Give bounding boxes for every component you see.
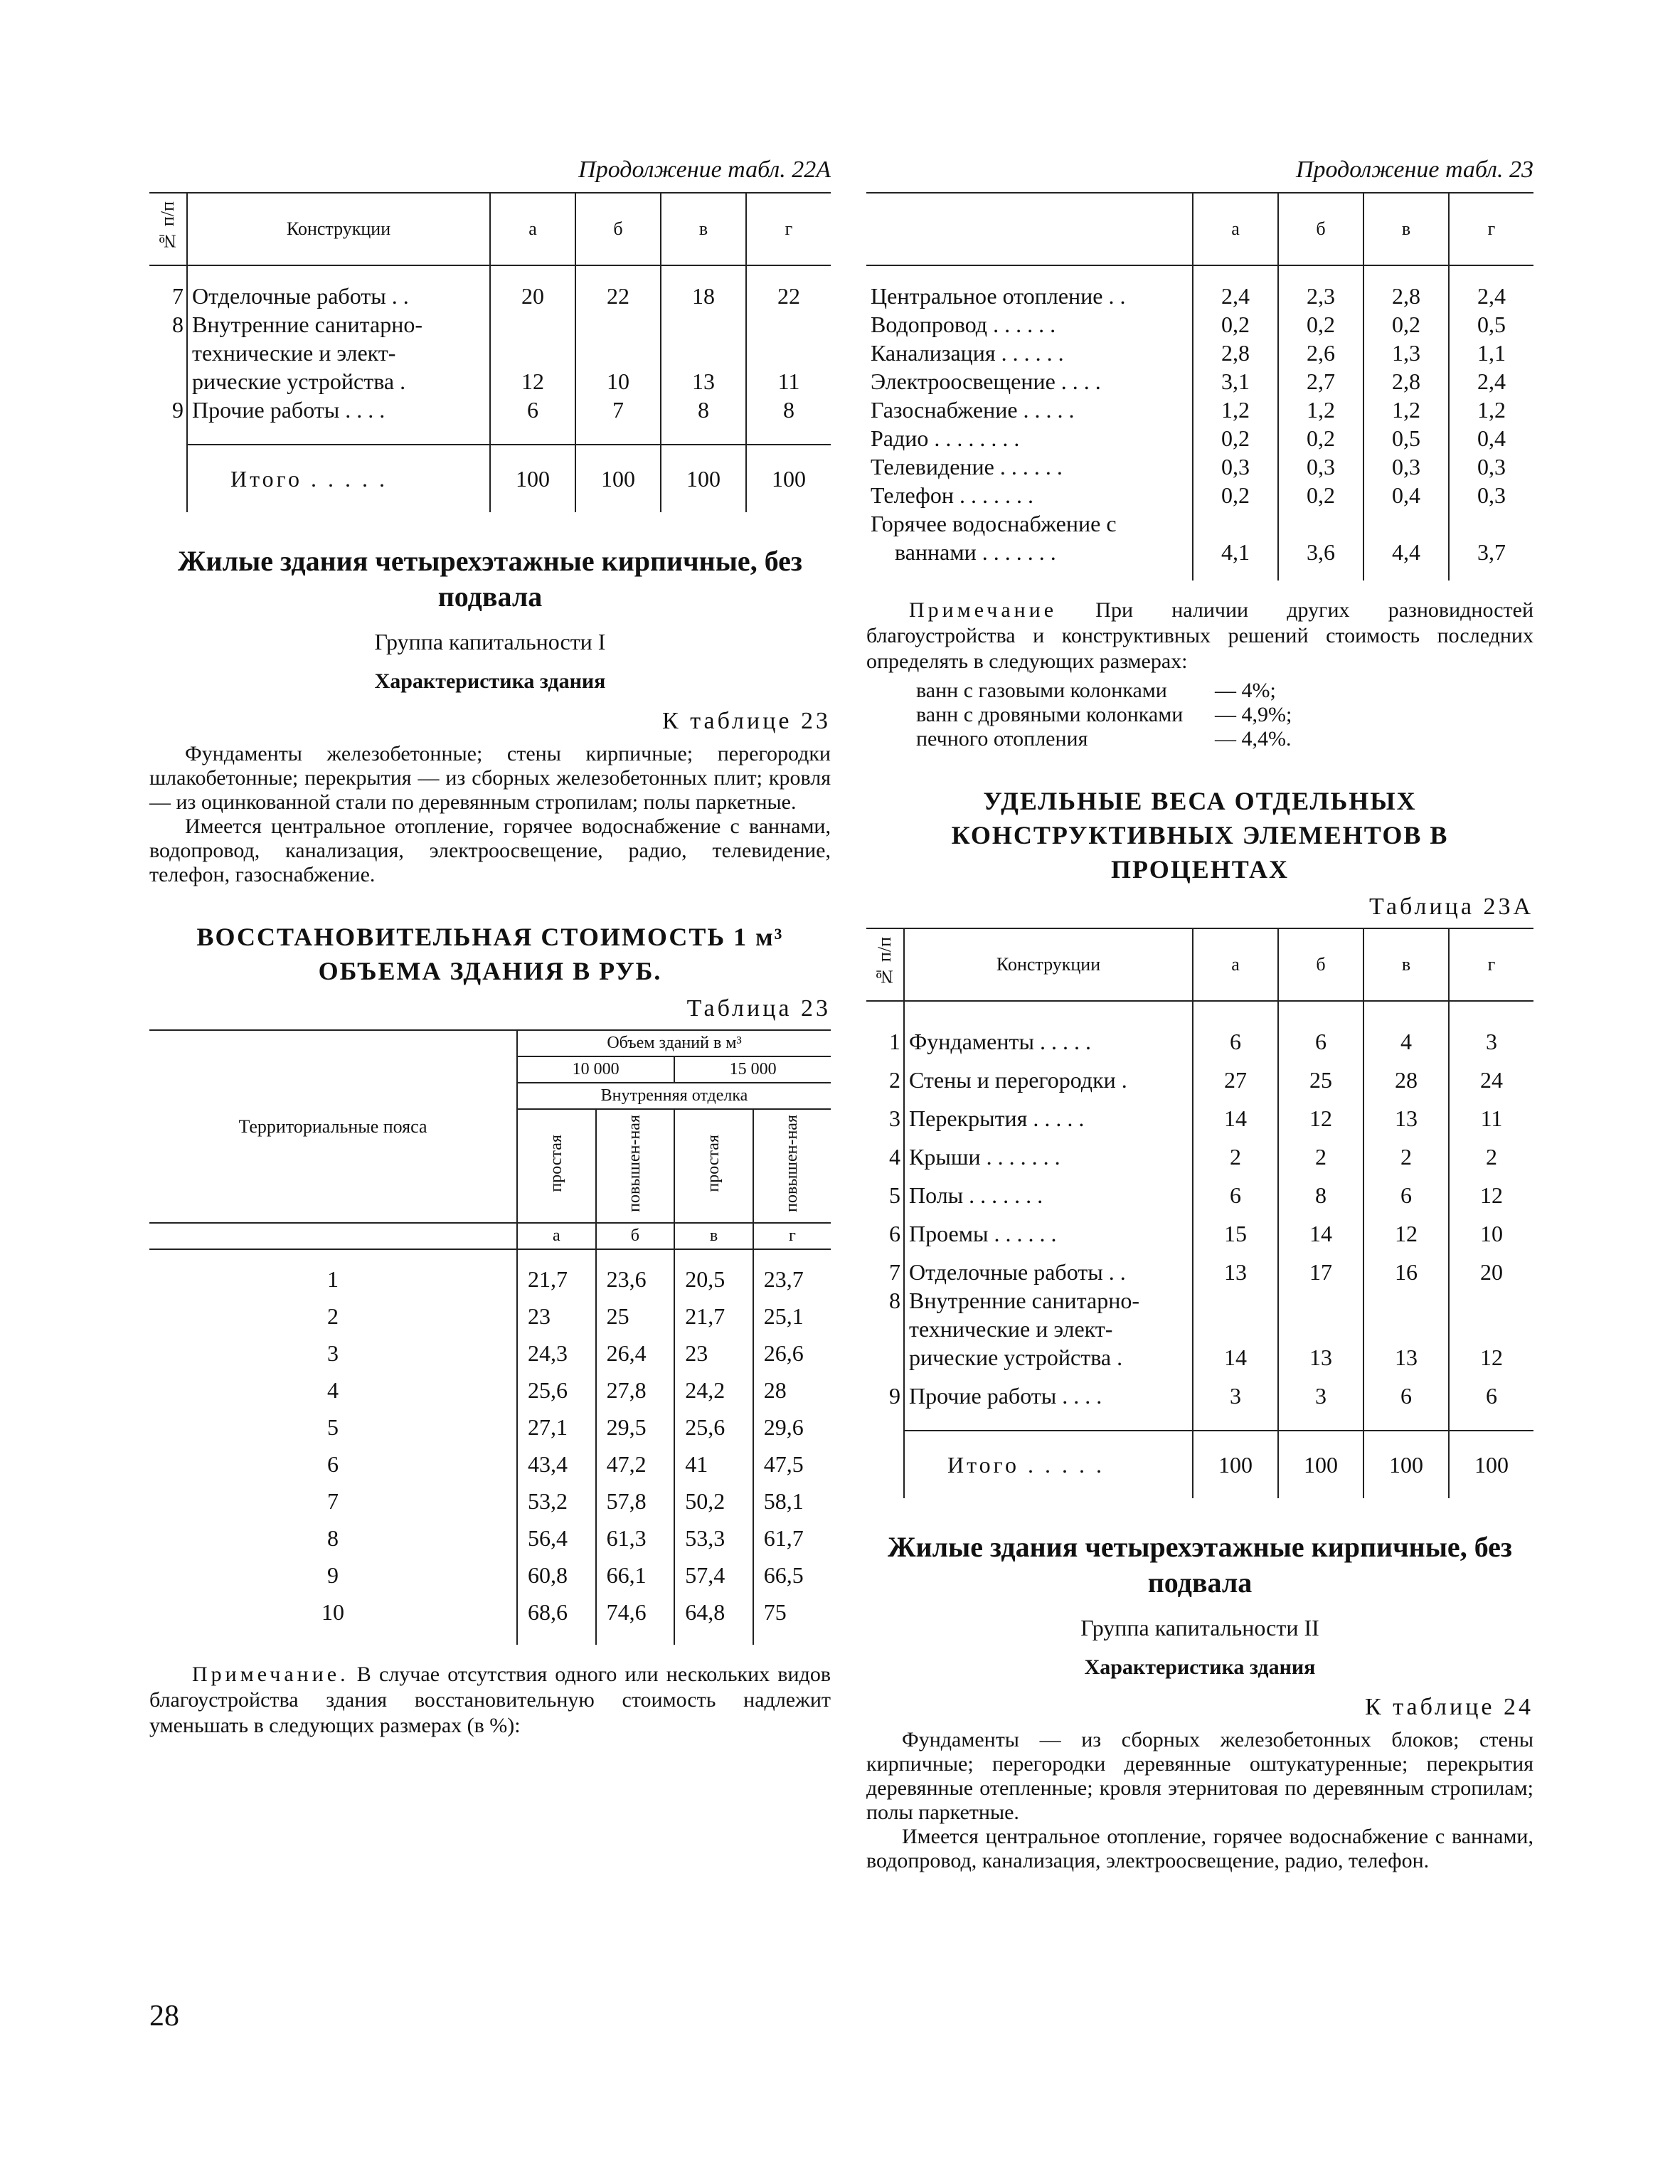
right-column [866, 157, 1533, 1873]
table-row: рические устройства . 14 13 13 12 [866, 1343, 1533, 1372]
table-row: Водопровод . . . . . . 0,2 0,2 0,2 0,5 [866, 310, 1533, 339]
table-23-continued [866, 192, 1533, 581]
column-header-a: а [517, 1223, 596, 1249]
column-header-constructions: Конструкции [187, 193, 490, 265]
column-header-g: г [746, 193, 831, 265]
column-header-g: г [1449, 193, 1533, 265]
column-header-zones: Территориальные пояса [149, 1030, 517, 1223]
column-header-improved: повышен-ная [782, 1115, 802, 1212]
table-row: 3 24,3 26,4 23 26,6 [149, 1335, 831, 1372]
table-22a [149, 192, 831, 512]
column-header-b: б [1278, 193, 1363, 265]
note-label: Примечание [909, 598, 1058, 622]
column-header-a: а [1193, 193, 1278, 265]
left-column [149, 157, 831, 1739]
list-item: ванн с дровяными колонками — 4,9%; [916, 703, 1292, 726]
building-characteristics-heading: Характеристика здания [374, 669, 606, 693]
capital-group-label: Группа капитальности I [374, 629, 606, 654]
table-reference: К таблице 24 [1365, 1694, 1533, 1720]
table-row: 2 23 25 21,7 25,1 [149, 1298, 831, 1335]
table-row: ваннами . . . . . . . 4,1 3,6 4,4 3,7 [866, 538, 1533, 566]
section-heading-group-2: Жилые здания четырехэтажные кирпичные, без подвала [888, 1531, 1512, 1599]
column-header-constructions: Конструкции [904, 928, 1193, 1001]
note-paragraph [866, 598, 1533, 674]
table-row: 8 56,4 61,3 53,3 61,7 [149, 1520, 831, 1557]
list-item: ванн с газовыми колонками — 4%; [916, 679, 1276, 702]
column-header-a: а [1193, 928, 1278, 1001]
note-label: Примечание. [192, 1663, 349, 1686]
table-23a-caption: Таблица 23А [1369, 894, 1533, 920]
column-header-b: б [596, 1223, 675, 1249]
table-total-row: Итого . . . . . 100 100 100 100 [149, 445, 831, 512]
table-row: Телевидение . . . . . . 0,3 0,3 0,3 0,3 [866, 452, 1533, 481]
column-header-v: в [661, 193, 746, 265]
table-row: 8 Внутренние санитарно- [149, 310, 831, 339]
table-23-caption: Таблица 23 [686, 995, 831, 1022]
table-row: технические и элект- [149, 339, 831, 367]
note-paragraph [149, 1662, 831, 1739]
section-heading-group-1: Жилые здания четырехэтажные кирпичные, без подвала [178, 545, 802, 613]
table-row: 4 25,6 27,8 24,2 28 [149, 1372, 831, 1409]
table-row: 7 53,2 57,8 50,2 58,1 [149, 1483, 831, 1520]
table-23 [149, 1029, 831, 1645]
table-row: 6 Проемы . . . . . . 15 14 12 10 [866, 1209, 1533, 1248]
table-row: 9 60,8 66,1 57,4 66,5 [149, 1557, 831, 1594]
table-total-row: Итого . . . . . 100 100 100 100 [866, 1431, 1533, 1498]
table-row: Газоснабжение . . . . . 1,2 1,2 1,2 1,2 [866, 396, 1533, 424]
table-row: Радио . . . . . . . . 0,2 0,2 0,5 0,4 [866, 424, 1533, 452]
table-row: 1 21,7 23,6 20,5 23,7 [149, 1261, 831, 1298]
column-header-b: б [575, 193, 661, 265]
paragraph: Имеется центральное отопление, горячее водоснабжение с ваннами, водопровод, канализация, электроосвещение, радио, телефон. [866, 1825, 1533, 1872]
table-row: Электроосвещение . . . . 3,1 2,7 2,8 2,4 [866, 367, 1533, 396]
paragraph: Фундаменты — из сборных железобетонных блоков; стены кирпичные; перегородки деревянные оштукатуренные; перекрытия деревянные отепленные; кровля этернитовая по деревянным стропилам; полы паркетные. [866, 1728, 1533, 1824]
column-header-v: в [1363, 193, 1449, 265]
paragraph: Имеется центральное отопление, горячее водоснабжение с ваннами, водопровод, канализация, электроосвещение, радио, телевидение, телефон, газоснабжение. [149, 815, 831, 886]
column-header-v: в [1363, 928, 1449, 1001]
table-row: рические устройства . 12 10 13 11 [149, 367, 831, 396]
section-heading-cost: ВОССТАНОВИТЕЛЬНАЯ СТОИМОСТЬ 1 м³ ОБЪЕМА ЗДАНИЯ В РУБ. [196, 923, 784, 985]
column-header-simple: простая [703, 1135, 723, 1192]
list-item: печного отопления — 4,4%. [916, 727, 1292, 751]
table-row: 6 43,4 47,2 41 47,5 [149, 1446, 831, 1483]
table-row: 8 Внутренние санитарно- [866, 1286, 1533, 1315]
note-text: При наличии других разновидностей благоустройства и конструктивных решений стоимость последних определять в следующих размерах: [866, 598, 1533, 673]
column-header-number: № п/п [157, 201, 178, 252]
table-row: 9 Прочие работы . . . . 6 7 8 8 [149, 396, 831, 424]
table-row: 4 Крыши . . . . . . . 2 2 2 2 [866, 1133, 1533, 1171]
table-23a [866, 928, 1533, 1498]
table-22a-continuation-label: Продолжение табл. 22А [578, 157, 831, 183]
column-header-volume-10000: 10 000 [517, 1056, 674, 1083]
table-row: Горячее водоснабжение с [866, 509, 1533, 538]
note-text: В случае отсутствия одного или нескольких видов благоустройства здания восстановительную стоимость надлежит уменьшать в следующих размерах (в %): [149, 1663, 831, 1737]
table-23-continuation-label: Продолжение табл. 23 [1295, 157, 1533, 183]
page-number: 28 [149, 2000, 179, 2032]
column-header-v: в [674, 1223, 753, 1249]
column-header-b: б [1278, 928, 1363, 1001]
paragraph: Фундаменты железобетонные; стены кирпичные; перегородки шлакобетонные; перекрытия — из сборных железобетонных плит; кровля — из оцинкованной стали по деревянным стропилам; полы паркетные. [149, 742, 831, 814]
table-row: 10 68,6 74,6 64,8 75 [149, 1594, 831, 1631]
table-row: 5 Полы . . . . . . . 6 8 6 12 [866, 1171, 1533, 1209]
column-header-simple: простая [546, 1135, 565, 1192]
table-row: 7 Отделочные работы . . 13 17 16 20 [866, 1248, 1533, 1286]
table-row: 1 Фундаменты . . . . . 6 6 4 3 [866, 1017, 1533, 1056]
capital-group-label: Группа капитальности II [1080, 1615, 1319, 1640]
column-header-improved: повышен-ная [625, 1115, 644, 1212]
table-row: Центральное отопление . . 2,4 2,3 2,8 2,4 [866, 282, 1533, 310]
column-header-g: г [1449, 928, 1533, 1001]
section-heading-weights: УДЕЛЬНЫЕ ВЕСА ОТДЕЛЬНЫХ КОНСТРУКТИВНЫХ ЭЛЕМЕНТОВ В ПРОЦЕНТАХ [951, 787, 1449, 884]
column-header-volume: Объем зданий в м³ [517, 1030, 831, 1056]
column-header-number: № п/п [874, 937, 895, 987]
table-row: 5 27,1 29,5 25,6 29,6 [149, 1409, 831, 1446]
table-row: 7 Отделочные работы . . 20 22 18 22 [149, 282, 831, 310]
table-row: 2 Стены и перегородки . 27 25 28 24 [866, 1056, 1533, 1094]
column-header-interior-finish: Внутренняя отделка [517, 1083, 831, 1109]
table-row: технические и элект- [866, 1315, 1533, 1343]
column-header-g: г [753, 1223, 831, 1249]
column-header-a: а [490, 193, 575, 265]
note-list [916, 679, 1533, 751]
table-row: 3 Перекрытия . . . . . 14 12 13 11 [866, 1094, 1533, 1133]
column-header-volume-15000: 15 000 [674, 1056, 831, 1083]
table-row: Канализация . . . . . . 2,8 2,6 1,3 1,1 [866, 339, 1533, 367]
table-row: Телефон . . . . . . . 0,2 0,2 0,4 0,3 [866, 481, 1533, 509]
table-row: 9 Прочие работы . . . . 3 3 6 6 [866, 1372, 1533, 1410]
table-reference: К таблице 23 [662, 708, 831, 734]
building-characteristics-heading: Характеристика здания [1084, 1655, 1316, 1679]
